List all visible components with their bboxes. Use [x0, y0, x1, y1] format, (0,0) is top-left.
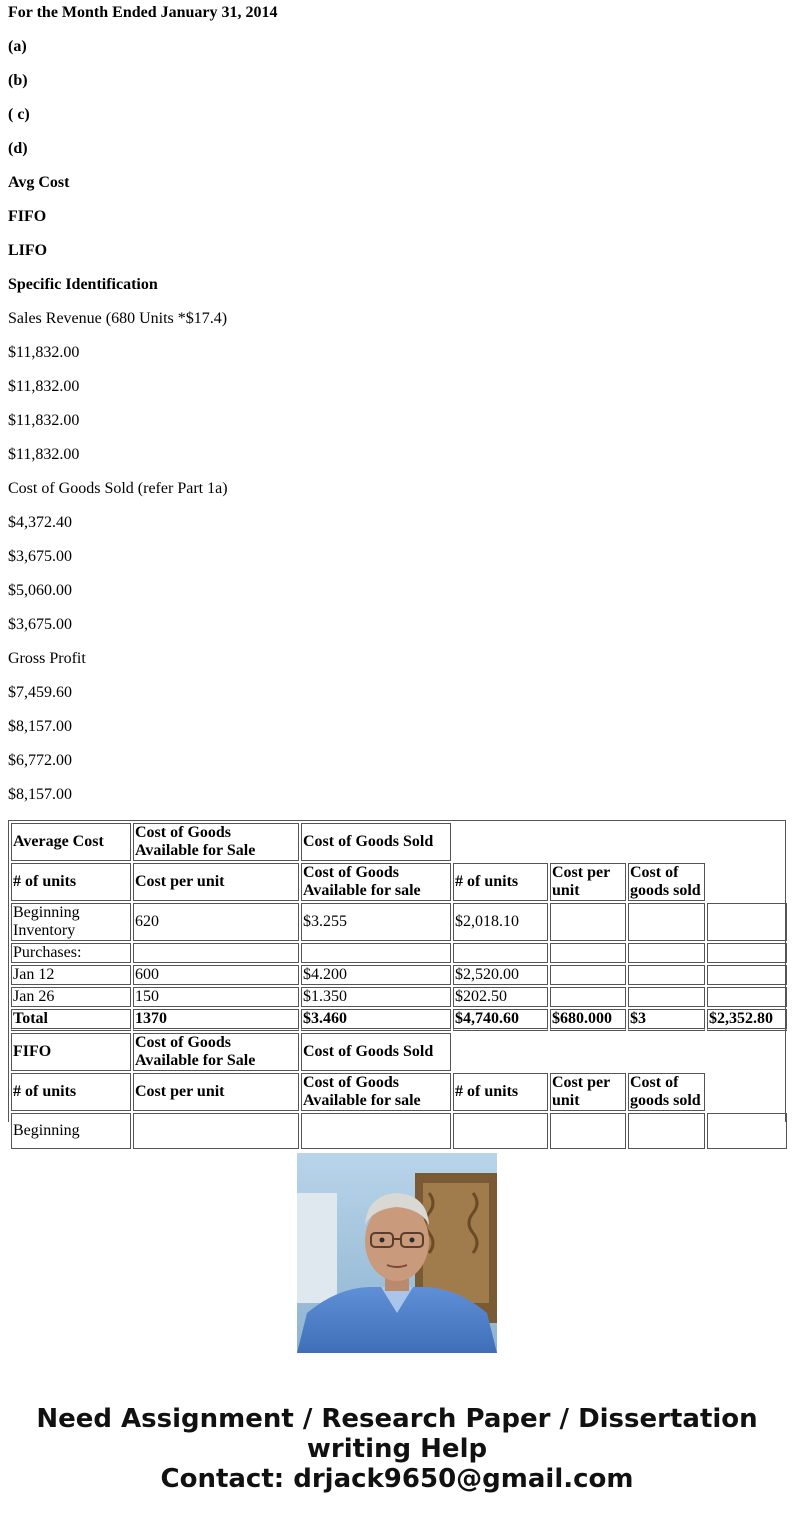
avg-column-header-row: [11, 863, 787, 901]
fifo-title-row: [11, 1033, 787, 1071]
sales-revenue-value: $11,832.00: [8, 446, 80, 463]
table-cell: [453, 1113, 548, 1149]
column-header: Cost per unit: [133, 863, 299, 901]
promo-contact: Contact: drjack9650@gmail.com: [160, 1464, 634, 1494]
total-cell: $680.000: [550, 1009, 626, 1031]
fifo-table-title: FIFO: [11, 1033, 131, 1071]
table-cell: $2,018.10: [453, 903, 548, 941]
gross-profit-label: Gross Profit: [8, 650, 86, 667]
income-statement: [8, 0, 786, 816]
gross-profit-value: $7,459.60: [8, 684, 72, 701]
column-header: # of units: [11, 863, 131, 901]
table-cell: [301, 943, 451, 963]
table-cell: [301, 1113, 451, 1149]
table-cell: Beginning: [11, 1113, 131, 1149]
table-cell: [628, 987, 705, 1007]
table-cell: Jan 12: [11, 965, 131, 985]
author-photo: [297, 1153, 497, 1353]
column-header: Cost of goods sold: [628, 863, 705, 901]
column-header: Cost of Goods Available for sale: [301, 863, 451, 901]
sales-revenue-value: $11,832.00: [8, 412, 80, 429]
method-specific-identification: Specific Identification: [8, 276, 158, 293]
column-header: Cost per unit: [550, 1073, 626, 1111]
table-row: [11, 965, 787, 985]
inventory-tables-scroll-area[interactable]: [8, 820, 786, 1139]
avg-group-available-header: Cost of Goods Available for Sale: [133, 823, 299, 861]
table-cell: [707, 965, 787, 985]
table-cell: [133, 943, 299, 963]
total-cell: $3: [628, 1009, 705, 1031]
table-cell: $4.200: [301, 965, 451, 985]
sales-revenue-label: Sales Revenue (680 Units *$17.4): [8, 310, 228, 327]
table-cell: $2,520.00: [453, 965, 548, 985]
table-cell: [628, 943, 705, 963]
cogs-value: $3,675.00: [8, 548, 72, 565]
column-header: Cost per unit: [550, 863, 626, 901]
column-header: # of units: [453, 863, 548, 901]
fifo-column-header-row: [11, 1073, 787, 1111]
avg-title-row: [11, 823, 787, 861]
table-cell: [133, 1113, 299, 1149]
column-header: Cost per unit: [133, 1073, 299, 1111]
total-cell: $3.460: [301, 1009, 451, 1031]
method-lifo: LIFO: [8, 242, 48, 259]
column-header: # of units: [11, 1073, 131, 1111]
method-fifo: FIFO: [8, 208, 47, 225]
table-cell: [550, 965, 626, 985]
table-cell: 600: [133, 965, 299, 985]
cogs-label: Cost of Goods Sold (refer Part 1a): [8, 480, 228, 497]
fifo-group-available-header: Cost of Goods Available for Sale: [133, 1033, 299, 1071]
cogs-value: $4,372.40: [8, 514, 72, 531]
author-avatar: [297, 1153, 497, 1353]
table-row: [11, 903, 787, 941]
avg-table-title: Average Cost: [11, 823, 131, 861]
table-cell: [550, 987, 626, 1007]
table-cell: [707, 943, 787, 963]
table-cell: [550, 903, 626, 941]
part-label-a: (a): [8, 38, 27, 55]
table-cell: [707, 987, 787, 1007]
table-cell: 150: [133, 987, 299, 1007]
part-label-b: (b): [8, 72, 28, 89]
table-row: [11, 943, 787, 963]
column-header: Cost of Goods Available for sale: [301, 1073, 451, 1111]
table-cell: [628, 903, 705, 941]
gross-profit-value: $8,157.00: [8, 718, 72, 735]
table-cell: $1.350: [301, 987, 451, 1007]
cogs-value: $3,675.00: [8, 616, 72, 633]
part-label-c: ( c): [8, 106, 30, 123]
avg-group-sold-header: Cost of Goods Sold: [301, 823, 451, 861]
total-cell: 1370: [133, 1009, 299, 1031]
column-header: Cost of goods sold: [628, 1073, 705, 1111]
fifo-group-sold-header: Cost of Goods Sold: [301, 1033, 451, 1071]
table-cell: [550, 943, 626, 963]
column-header: # of units: [453, 1073, 548, 1111]
total-cell: $4,740.60: [453, 1009, 548, 1031]
cogs-value: $5,060.00: [8, 582, 72, 599]
sales-revenue-value: $11,832.00: [8, 378, 80, 395]
table-cell: [707, 903, 787, 941]
table-row: [11, 1113, 787, 1149]
total-cell: Total: [11, 1009, 131, 1031]
table-cell: [628, 1113, 705, 1149]
promo-line: writing Help: [306, 1434, 488, 1464]
table-cell: 620: [133, 903, 299, 941]
table-cell: $202.50: [453, 987, 548, 1007]
promo-line: Need Assignment / Research Paper / Dissertation: [36, 1404, 758, 1434]
sales-revenue-value: $11,832.00: [8, 344, 80, 361]
gross-profit-value: $8,157.00: [8, 786, 72, 803]
table-cell: [707, 1113, 787, 1149]
table-cell: Purchases:: [11, 943, 131, 963]
table-cell: [453, 943, 548, 963]
inventory-costing-table: [9, 821, 789, 1151]
table-cell: [550, 1113, 626, 1149]
table-cell: $3.255: [301, 903, 451, 941]
table-row: [11, 987, 787, 1007]
total-cell: $2,352.80: [707, 1009, 787, 1031]
table-cell: Jan 26: [11, 987, 131, 1007]
table-cell: Beginning Inventory: [11, 903, 131, 941]
statement-heading: For the Month Ended January 31, 2014: [8, 4, 278, 21]
promo-banner: [0, 1404, 794, 1494]
method-avg-cost: Avg Cost: [8, 174, 70, 191]
gross-profit-value: $6,772.00: [8, 752, 72, 769]
avg-total-row: [11, 1009, 787, 1031]
table-cell: [628, 965, 705, 985]
part-label-d: (d): [8, 140, 28, 157]
